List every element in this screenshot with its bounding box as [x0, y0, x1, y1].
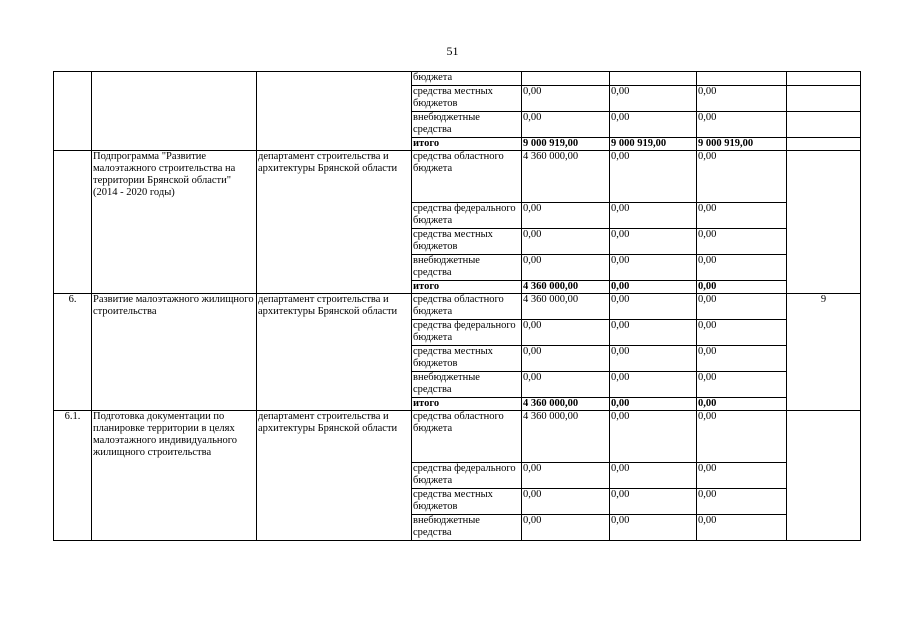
indicator-cell — [787, 411, 861, 541]
amount-year3-cell: 0,00 — [697, 86, 787, 112]
amount-year2-cell: 0,00 — [610, 515, 697, 541]
amount-year3-cell: 0,00 — [697, 229, 787, 255]
executor-cell: департамент строительства и архитектуры Брянской области — [257, 151, 412, 294]
amount-year1-cell: 0,00 — [522, 489, 610, 515]
funding-source-cell: итого — [412, 281, 522, 294]
funding-source-cell: средства федерального бюджета — [412, 203, 522, 229]
amount-year2-cell: 0,00 — [610, 320, 697, 346]
table-row — [54, 151, 861, 203]
funding-source-cell: средства областного бюджета — [412, 294, 522, 320]
item-number-cell: 6.1. — [54, 411, 92, 541]
amount-year3-cell: 0,00 — [697, 398, 787, 411]
funding-source-cell: средства федерального бюджета — [412, 463, 522, 489]
funding-source-cell: средства местных бюджетов — [412, 229, 522, 255]
funding-source-cell: средства местных бюджетов — [412, 489, 522, 515]
amount-year3-cell: 0,00 — [697, 515, 787, 541]
amount-year3-cell: 0,00 — [697, 320, 787, 346]
amount-year3-cell: 9 000 919,00 — [697, 138, 787, 151]
amount-year1-cell: 9 000 919,00 — [522, 138, 610, 151]
amount-year2-cell: 0,00 — [610, 203, 697, 229]
budget-table — [53, 71, 861, 541]
amount-year2-cell: 0,00 — [610, 229, 697, 255]
amount-year3-cell: 0,00 — [697, 294, 787, 320]
indicator-cell — [787, 151, 861, 294]
amount-year1-cell — [522, 72, 610, 86]
amount-year2-cell: 0,00 — [610, 372, 697, 398]
amount-year1-cell: 0,00 — [522, 463, 610, 489]
amount-year2-cell: 0,00 — [610, 489, 697, 515]
executor-cell: департамент строительства и архитектуры Брянской области — [257, 411, 412, 541]
item-number-cell — [54, 151, 92, 294]
funding-source-cell: средства местных бюджетов — [412, 346, 522, 372]
amount-year1-cell: 4 360 000,00 — [522, 281, 610, 294]
amount-year1-cell: 4 360 000,00 — [522, 411, 610, 463]
amount-year3-cell: 0,00 — [697, 255, 787, 281]
amount-year3-cell: 0,00 — [697, 112, 787, 138]
amount-year1-cell: 4 360 000,00 — [522, 294, 610, 320]
amount-year3-cell: 0,00 — [697, 489, 787, 515]
amount-year1-cell: 0,00 — [522, 255, 610, 281]
amount-year3-cell: 0,00 — [697, 463, 787, 489]
amount-year1-cell: 0,00 — [522, 203, 610, 229]
page-number: 51 — [446, 44, 459, 58]
amount-year2-cell: 0,00 — [610, 411, 697, 463]
funding-source-cell: внебюджетные средства — [412, 372, 522, 398]
indicator-cell — [787, 72, 861, 86]
amount-year1-cell: 0,00 — [522, 346, 610, 372]
amount-year2-cell: 0,00 — [610, 151, 697, 203]
funding-source-cell: внебюджетные средства — [412, 515, 522, 541]
amount-year1-cell: 0,00 — [522, 515, 610, 541]
funding-source-cell: средства областного бюджета — [412, 411, 522, 463]
item-number-cell — [54, 72, 92, 151]
amount-year2-cell: 0,00 — [610, 294, 697, 320]
amount-year2-cell: 9 000 919,00 — [610, 138, 697, 151]
amount-year1-cell: 0,00 — [522, 320, 610, 346]
amount-year3-cell: 0,00 — [697, 281, 787, 294]
item-number-cell: 6. — [54, 294, 92, 411]
item-name-cell: Подпрограмма "Развитие малоэтажного строительства на территории Брянской области" (2014 - 2020 годы) — [92, 151, 257, 294]
funding-source-cell: бюджета — [412, 72, 522, 86]
amount-year1-cell: 0,00 — [522, 86, 610, 112]
indicator-cell — [787, 138, 861, 151]
amount-year2-cell: 0,00 — [610, 398, 697, 411]
table-body — [54, 72, 861, 541]
amount-year2-cell: 0,00 — [610, 281, 697, 294]
amount-year1-cell: 0,00 — [522, 372, 610, 398]
funding-source-cell: средства местных бюджетов — [412, 86, 522, 112]
amount-year2-cell: 0,00 — [610, 463, 697, 489]
amount-year2-cell: 0,00 — [610, 255, 697, 281]
amount-year2-cell: 0,00 — [610, 112, 697, 138]
amount-year2-cell: 0,00 — [610, 86, 697, 112]
amount-year1-cell: 0,00 — [522, 229, 610, 255]
amount-year2-cell: 0,00 — [610, 346, 697, 372]
table-row — [54, 294, 861, 320]
indicator-cell — [787, 86, 861, 112]
funding-source-cell: внебюджетные средства — [412, 112, 522, 138]
amount-year3-cell: 0,00 — [697, 411, 787, 463]
table-row — [54, 411, 861, 463]
funding-source-cell: средства областного бюджета — [412, 151, 522, 203]
amount-year3-cell: 0,00 — [697, 372, 787, 398]
amount-year3-cell — [697, 72, 787, 86]
funding-source-cell: итого — [412, 398, 522, 411]
item-name-cell — [92, 72, 257, 151]
amount-year1-cell: 4 360 000,00 — [522, 151, 610, 203]
amount-year1-cell: 0,00 — [522, 112, 610, 138]
amount-year3-cell: 0,00 — [697, 346, 787, 372]
table-row — [54, 72, 861, 86]
executor-cell: департамент строительства и архитектуры Брянской области — [257, 294, 412, 411]
amount-year3-cell: 0,00 — [697, 203, 787, 229]
funding-source-cell: средства федерального бюджета — [412, 320, 522, 346]
funding-source-cell: внебюджетные средства — [412, 255, 522, 281]
funding-source-cell: итого — [412, 138, 522, 151]
item-name-cell: Подготовка документации по планировке территории в целях малоэтажного индивидуального жилищного строительства — [92, 411, 257, 541]
indicator-cell: 9 — [787, 294, 861, 411]
amount-year3-cell: 0,00 — [697, 151, 787, 203]
indicator-cell — [787, 112, 861, 138]
amount-year2-cell — [610, 72, 697, 86]
executor-cell — [257, 72, 412, 151]
amount-year1-cell: 4 360 000,00 — [522, 398, 610, 411]
item-name-cell: Развитие малоэтажного жилищного строительства — [92, 294, 257, 411]
